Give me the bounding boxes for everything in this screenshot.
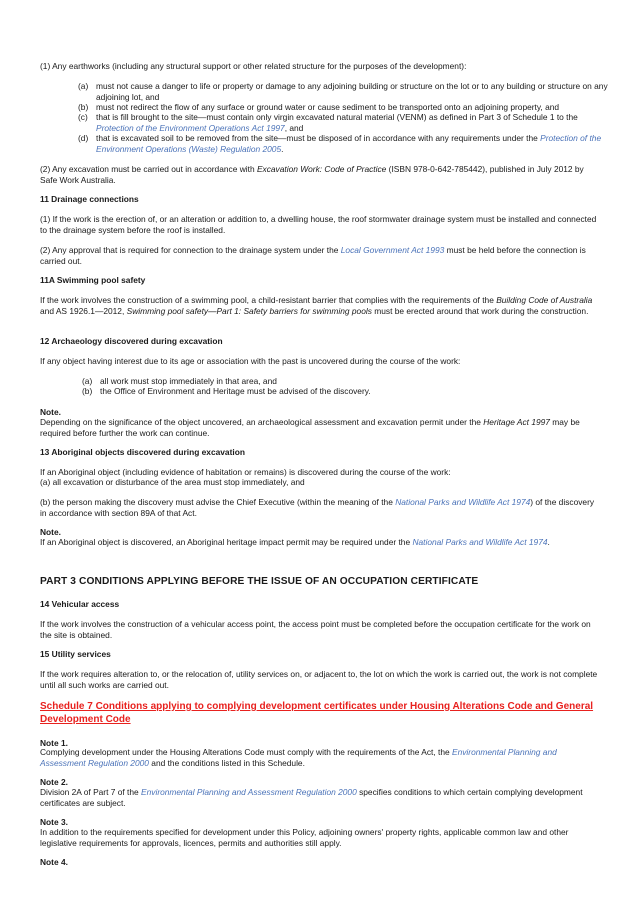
part-heading: PART 3 CONDITIONS APPLYING BEFORE THE ISSUE OF AN OCCUPATION CERTIFICATE — [40, 576, 479, 587]
archaeology-note: Depending on the significance of the object uncovered, an archaeological assessment and excavation permit under the Heritage Act 1997 may be required before further the work can continue. — [40, 417, 580, 438]
section-heading: 15 Utility services — [40, 649, 111, 659]
note-label: Note 2. — [40, 777, 68, 787]
schedule-note-2: Division 2A of Part 7 of the Environmental Planning and Assessment Regulation 2000 specifies conditions to which certain complying development certificates are subject. — [40, 787, 583, 808]
vehicular-paragraph: If the work involves the construction of a vehicular access point, the access point must be completed before the occupation certificate for the work on the site is obtained. — [40, 619, 591, 640]
note-label: Note. — [40, 527, 61, 537]
regulation-link[interactable]: Environmental Planning and Assessment Regulation 2000 — [40, 747, 557, 768]
regulation-link[interactable]: Environmental Planning and Assessment Regulation 2000 — [141, 787, 357, 797]
aboriginal-item-b: (b) the person making the discovery must advise the Chief Executive (within the meaning of the National Parks and Wildlife Act 1974) of the discovery in accordance with section 89A of that Act. — [40, 497, 595, 518]
section-heading: 13 Aboriginal objects discovered during excavation — [40, 447, 245, 457]
document-page: (1) Any earthworks (including any structural support or other related structure for the purposes of the development): (a) must not cause a danger to life or property or damage to any adjoining building or structure on the lot or to any building or structure on any adjoining lot, and (b) must not redirect the flow of any surface or ground water or cause sediment to be transported onto an adjoining property, and (c) that is fill brought to the site—must contain only virgin excavated natural material (VENM) as defined in Part 3 of Schedule 1 to the Protection of the Environment Operations Act 1997, and (d) that is excavated soil to be removed from the site—must be disposed of in accordance with any requirements under the Protection of the Environment Operations (Waste) Regulation 2005. (2) Any excavation must be carried out in accordance with Excavation Work: Code of Practice (ISBN 978-0-642-785442), published in July 2012 by Safe Work Australia. 11 Drainage connections (1) If the work is the erection of, or an alteration or addition to, a dwelling house, the roof stormwater drainage system must be installed and connected to the drainage system before the roof is installed. (2) Any approval that is required for connection to the drainage system under the Local Government Act 1993 must be held before the connection is carried out. 11A Swimming pool safety If the work involves the construction of a swimming pool, a child-resistant barrier that complies with the requirements of the Building Code of Australia and AS 1926.1—2012, Swimming pool safety—Part 1: Safety barriers for swimming pools must be erected around that work during the construction. 12 Archaeology discovered during excavation If any object having interest due to its age or association with the past is uncovered during the course of the work: (a) all work must stop immediately in that area, and (b) the Office of Environment and Heritage must be advised of the discovery. Note. Depending on the significance of the object uncovered, an archaeological assessment and excavation permit under the Heritage Act 1997 may be required before further the work can continue. 13 Aboriginal objects discovered during excavation If an Aboriginal object (including evidence of habitation or remains) is discovered during the course of the work: (a) all excavation or disturbance of the area must stop immediately, and (b) the person making the discovery must advise the Chief Executive (within the meaning of the National Parks and Wildlife Act 1974) of the discovery in accordance with section 89A of that Act. Note. If an Aboriginal object is discovered, an Aboriginal heritage impact permit may be required under the National Parks and Wildlife Act 1974. PART 3 CONDITIONS APPLYING BEFORE THE ISSUE OF AN OCCUPATION CERTIFICATE 14 Vehicular access If the work involves the construction of a vehicular access point, the access point must be completed before the occupation certificate for the work on the site is obtained. 15 Utility services If the work requires alteration to, or the relocation of, utility services on, or adjacent to, the lot on which the work is carried out, the work is not complete until all such works are carried out. Schedule 7 Conditions applying to complying development certificates under Housing Alterations Code and General Development Code Note 1. Complying development under the Housing Alterations Code must comply with the requirements of the Act, the Environmental Planning and Assessment Regulation 2000 and the conditions listed in this Schedule. Note 2. Division 2A of Part 7 of the Environmental Planning and Assessment Regulation 2000 specifies conditions to which certain complying development certificates are subject. Note 3. In addition to the requirements specified for development under this Policy, adjoining owners' property rights, applicable common law and other legislative requirements for approvals, licences, permits and authorities still apply. Note 4. — [40, 61, 608, 867]
drainage-paragraph-1: (1) If the work is the erection of, or an alteration or addition to, a dwelling house, the roof stormwater drainage system must be installed and connected to the drainage system before the roof is installed. — [40, 214, 597, 235]
note-label: Note 3. — [40, 817, 68, 827]
section-heading: 11A Swimming pool safety — [40, 275, 146, 285]
schedule-note-1: Complying development under the Housing Alterations Code must comply with the requirements of the Act, the Environmental Planning and Assessment Regulation 2000 and the conditions listed in this Schedule. — [40, 747, 557, 768]
act-link[interactable]: National Parks and Wildlife Act 1974 — [395, 497, 531, 507]
aboriginal-item-a: (a) all excavation or disturbance of the area must stop immediately, and — [40, 477, 305, 487]
excavation-paragraph: (2) Any excavation must be carried out in accordance with Excavation Work: Code of Practice (ISBN 978-0-642-785442), published in July 2012 by Safe Work Australia. — [40, 164, 584, 185]
section-heading: 14 Vehicular access — [40, 599, 120, 609]
regulation-link[interactable]: Protection of the Environment Operations (Waste) Regulation 2005 — [96, 133, 602, 154]
aboriginal-note: If an Aboriginal object is discovered, an Aboriginal heritage impact permit may be required under the National Parks and Wildlife Act 1974. — [40, 537, 550, 547]
note-label: Note 4. — [40, 857, 68, 867]
archaeology-paragraph: If any object having interest due to its age or association with the past is uncovered during the course of the work: — [40, 356, 461, 366]
aboriginal-paragraph: If an Aboriginal object (including evidence of habitation or remains) is discovered during the course of the work: — [40, 467, 451, 477]
note-label: Note. — [40, 407, 61, 417]
drainage-paragraph-2: (2) Any approval that is required for connection to the drainage system under the Local Government Act 1993 must be held before the connection is carried out. — [40, 245, 586, 266]
schedule-heading: Schedule 7 Conditions applying to complying development certificates under Housing Alterations Code and General Development Code — [40, 701, 594, 725]
act-link[interactable]: National Parks and Wildlife Act 1974 — [412, 537, 548, 547]
earthworks-intro: (1) Any earthworks (including any structural support or other related structure for the purposes of the development): — [40, 61, 467, 71]
act-link[interactable]: Protection of the Environment Operations Act 1997 — [96, 122, 285, 133]
section-heading: 12 Archaeology discovered during excavation — [40, 336, 223, 346]
pool-paragraph: If the work involves the construction of a swimming pool, a child-resistant barrier that complies with the requirements of the Building Code of Australia and AS 1926.1—2012, Swimming pool safety—Part 1: Safety barriers for swimming pools must be erected around that work during the construction. — [40, 295, 593, 316]
note-label: Note 1. — [40, 738, 68, 748]
utility-paragraph: If the work requires alteration to, or the relocation of, utility services on, or adjacent to, the lot on which the work is carried out, the work is not complete until all such works are carried out. — [40, 669, 598, 690]
act-link[interactable]: Local Government Act 1993 — [340, 245, 445, 255]
section-heading: 11 Drainage connections — [40, 194, 139, 204]
schedule-note-3: In addition to the requirements specified for development under this Policy, adjoining owners' property rights, applicable common law and other legislative requirements for approvals, licences, permits and authorities still apply. — [40, 827, 569, 848]
